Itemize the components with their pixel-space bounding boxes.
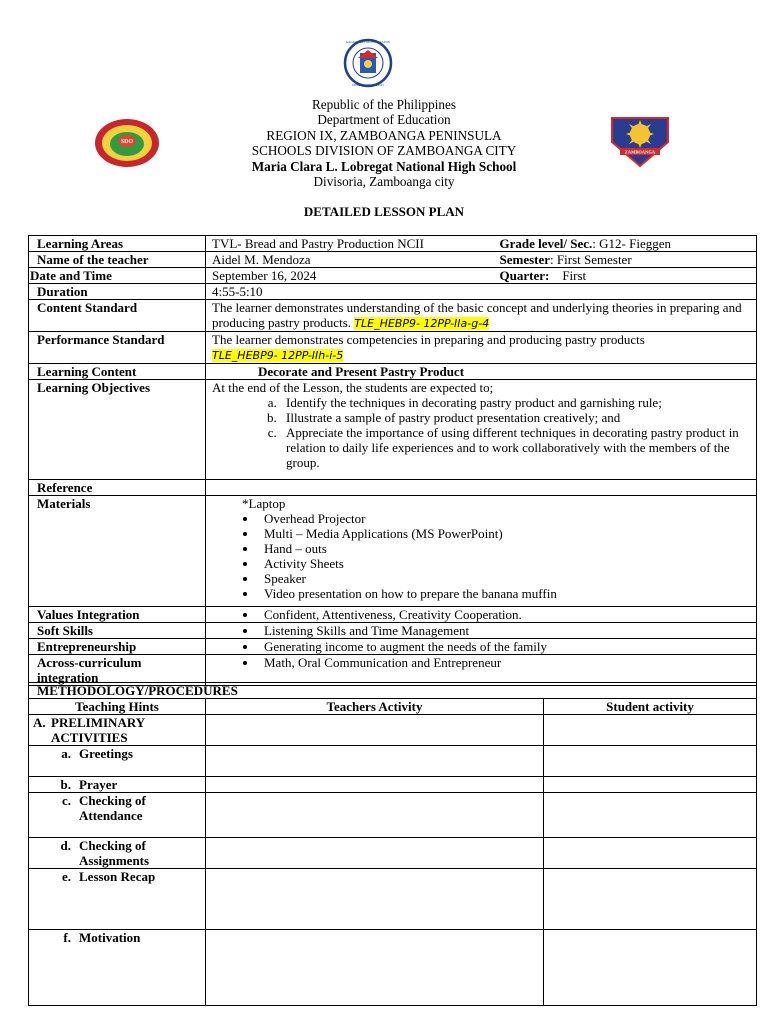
row-duration	[29, 284, 757, 300]
row-learning-objectives	[29, 380, 757, 480]
row-teacher	[29, 252, 757, 268]
row-date-time	[29, 268, 757, 284]
reference-label: Reference	[29, 480, 206, 496]
header-address: Divisoria, Zamboanga city	[313, 174, 455, 190]
duration-label: Duration	[29, 284, 206, 300]
material-item: • Video presentation on how to prepare the banana muffin	[258, 586, 756, 601]
objective-item: a. Identify the techniques in decorating pastry product and garnishing rule;	[280, 395, 756, 410]
step-label: Motivation	[79, 930, 141, 945]
objectives-intro: At the end of the Lesson, the students are expected to;	[212, 380, 494, 395]
teaching-hints-header: Teaching Hints	[29, 699, 206, 715]
row-reference	[29, 480, 757, 496]
step-marker: b.	[60, 777, 71, 792]
student-activity-cell	[544, 793, 757, 838]
semester-cell: Semester: First Semester	[496, 252, 757, 268]
teacher-activity-cell	[206, 777, 544, 793]
learning-content-label: Learning Content	[29, 364, 206, 380]
student-activity-cell	[544, 838, 757, 869]
teacher-activity-cell	[206, 838, 544, 869]
material-item: • Activity Sheets	[258, 556, 756, 571]
step-label: Greetings	[79, 746, 133, 761]
step-row	[29, 793, 757, 838]
performance-standard-label: Performance Standard	[29, 332, 206, 364]
student-activity-cell	[544, 930, 757, 1006]
row-procedures-columns	[29, 699, 757, 715]
row-across-curriculum	[29, 655, 757, 686]
student-activity-cell	[544, 777, 757, 793]
step-row	[29, 869, 757, 930]
step-label: Checking of Attendance	[79, 793, 146, 823]
header-republic: Republic of the Philippines	[312, 97, 456, 112]
teacher-activity-cell	[206, 715, 544, 746]
header-region: REGION IX, ZAMBOANGA PENINSULA	[266, 127, 502, 143]
learning-content-value: Decorate and Present Pastry Product	[206, 364, 757, 380]
grade-level-cell: Grade level/ Sec.: G12- Fieggen	[496, 236, 757, 252]
deped-seal-subtext: REPUBLIKA NG PILIPINAS	[352, 84, 384, 87]
teacher-label: Name of the teacher	[29, 252, 206, 268]
lesson-info-table	[28, 235, 757, 686]
quarter-cell	[496, 268, 757, 284]
entrepreneurship-label: Entrepreneurship	[29, 639, 206, 655]
student-activity-cell	[544, 746, 757, 777]
step-marker: A.	[33, 715, 46, 730]
teacher-value: Aidel M. Mendoza	[206, 252, 496, 268]
across-curriculum-label: Across-curriculum integration	[29, 655, 206, 686]
step-label: Lesson Recap	[79, 869, 156, 884]
header-division: SCHOOLS DIVISION OF ZAMBOANGA CITY	[251, 143, 517, 159]
materials-first: *Laptop	[242, 496, 286, 511]
learning-objectives-value	[206, 380, 757, 480]
row-performance-standard	[29, 332, 757, 364]
header-department: Department of Education	[317, 112, 451, 128]
step-marker: c.	[61, 793, 71, 808]
procedures-heading: METHODOLOGY/PROCEDURES	[29, 683, 757, 699]
date-time-value: September 16, 2024	[206, 268, 496, 284]
step-label: Prayer	[79, 777, 118, 792]
row-soft-skills	[29, 623, 757, 639]
soft-skills-value: • Listening Skills and Time Management	[258, 623, 756, 638]
content-standard-label: Content Standard	[29, 300, 206, 332]
student-activity-cell	[544, 715, 757, 746]
step-marker: f.	[63, 930, 71, 945]
step-row	[29, 746, 757, 777]
semester-label: Semester	[499, 252, 551, 267]
material-item: • Hand – outs	[258, 541, 756, 556]
deped-seal-text: KAGAWARAN NG EDUKASYON	[346, 40, 390, 44]
material-item: • Speaker	[258, 571, 756, 586]
step-row	[29, 930, 757, 1006]
row-entrepreneurship	[29, 639, 757, 655]
row-learning-areas	[29, 236, 757, 252]
student-activity-cell	[544, 869, 757, 930]
student-activity-header: Student activity	[544, 699, 757, 715]
grade-level-label: Grade level/ Sec.	[499, 236, 593, 251]
content-standard-code: TLE_HEBP9- 12PP-IIa-g-4	[354, 317, 490, 330]
values-integration-value: • Confident, Attentiveness, Creativity Cooperation.	[258, 607, 756, 622]
teachers-activity-header: Teachers Activity	[206, 699, 544, 715]
quarter-label: Quarter:	[499, 268, 550, 283]
division-logo-text: SDO	[120, 139, 134, 145]
material-item: • Overhead Projector	[258, 511, 756, 526]
step-row	[29, 715, 757, 746]
document-header	[0, 97, 768, 189]
learning-areas-value: TVL- Bread and Pastry Production NCII	[206, 236, 496, 252]
semester-value: First Semester	[556, 252, 632, 267]
procedures-table	[28, 682, 757, 1006]
learning-areas-label: Learning Areas	[29, 236, 206, 252]
teacher-activity-cell	[206, 793, 544, 838]
row-content-standard	[29, 300, 757, 332]
step-row	[29, 777, 757, 793]
materials-label: Materials	[29, 496, 206, 607]
step-marker: e.	[61, 869, 71, 884]
soft-skills-label: Soft Skills	[29, 623, 206, 639]
content-standard-value: The learner demonstrates understanding of the basic concept and underlying theories in preparing and producing pastry products. TLE_HEBP9- 12PP-IIa-g-4	[206, 300, 757, 332]
header-school-name: Maria Clara L. Lobregat National High School	[251, 158, 517, 174]
across-curriculum-value: • Math, Oral Communication and Entrepreneur	[258, 655, 756, 670]
duration-value: 4:55-5:10	[206, 284, 757, 300]
objective-item: b. Illustrate a sample of pastry product presentation creatively; and	[280, 410, 756, 425]
deped-seal-logo	[333, 38, 403, 88]
material-item: • Multi – Media Applications (MS PowerPoint)	[258, 526, 756, 541]
document-title: DETAILED LESSON PLAN	[303, 204, 465, 219]
entrepreneurship-value: • Generating income to augment the needs of the family	[258, 639, 756, 654]
grade-level-value: G12- Fieggen	[599, 236, 672, 251]
step-label: Checking of Assignments	[79, 838, 150, 868]
materials-list	[212, 511, 756, 601]
materials-value	[206, 496, 757, 607]
school-logo-text: ZAMBOANGA	[624, 149, 656, 155]
reference-value	[206, 480, 757, 496]
row-learning-content	[29, 364, 757, 380]
teacher-activity-cell	[206, 930, 544, 1006]
row-materials	[29, 496, 757, 607]
quarter-value: First	[562, 268, 587, 283]
teacher-activity-cell	[206, 869, 544, 930]
row-values-integration	[29, 607, 757, 623]
step-label: PRELIMINARY ACTIVITIES	[51, 715, 145, 745]
objective-item: c. Appreciate the importance of using different techniques in decorating pastry product in relation to daily life experiences and to work collaboratively with the members of the group.	[280, 425, 756, 470]
step-row	[29, 838, 757, 869]
objectives-list	[212, 395, 756, 470]
performance-standard-code: TLE_HEBP9- 12PP-IIh-i-5	[212, 349, 344, 362]
values-integration-label: Values Integration	[29, 607, 206, 623]
learning-objectives-label: Learning Objectives	[29, 380, 206, 480]
step-marker: d.	[60, 838, 71, 853]
step-marker: a.	[61, 746, 71, 761]
performance-standard-value: The learner demonstrates competencies in preparing and producing pastry products TLE_HEBP9- 12PP-IIh-i-5	[206, 332, 757, 364]
row-procedures-heading	[29, 683, 757, 699]
date-time-label: Date and Time	[29, 268, 206, 284]
teacher-activity-cell	[206, 746, 544, 777]
